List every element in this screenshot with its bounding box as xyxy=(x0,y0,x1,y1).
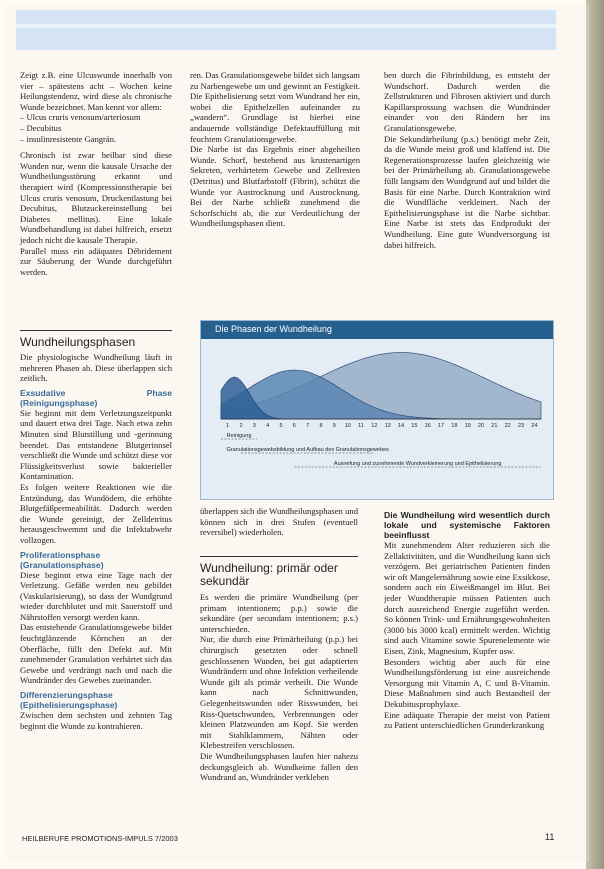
chronic-wound-block xyxy=(20,70,172,144)
x-tick-label: 5 xyxy=(279,423,283,429)
list-item: – insulinresistente Gangrän. xyxy=(20,133,117,144)
phase-title-proliferation: Proliferationsphase (Granulationsphase) xyxy=(20,549,104,570)
x-tick-label: 9 xyxy=(332,423,336,429)
x-tick-label: 4 xyxy=(266,423,270,429)
x-tick-label: 22 xyxy=(504,423,511,429)
paragraph: Das entstehende Granulationsgewebe bildet feuchtglänzende Körnchen an der Oberfläche, füllt den Defekt auf. Mit zunehmender Granulation verhärtet sich das Gewebe und verdrängt nach und nach die Wundränder des Gewebes zueinander. xyxy=(20,622,172,686)
column-3 xyxy=(384,70,550,310)
x-tick-label: 11 xyxy=(358,423,364,429)
phase-title-differentiation: Differenzierungsphase (Epithelisierungsphase) xyxy=(20,690,118,711)
paragraph: Die Narbe ist das Ergebnis einer abgeheilten Wunde. Schorf, bestehend aus krustenartigen Sekreten, verhärtetem Gewebe und Zellresten (Detritus) und Blutfarbstoff (Fibrin), schützt die Wunde vor Austrocknung und Austrocknung. Bei der Narbe schließt zunehmend die Schorfschicht ab, die zur Verdeutlichung der Wundheilungsphasen dient. xyxy=(190,144,360,229)
paragraph: Es werden die primäre Wundheilung (per primam intentionem; p.p.) sowie die sekundäre (per secundam intentionem; p.s.) unterschieden. xyxy=(200,592,358,634)
phase-annotation: Ausreifung und zunehmende Wundverkleinerung und Epithelisierung xyxy=(333,461,502,467)
paragraph: Nur, die durch eine Primärheilung (p.p.) bei chirurgisch gesetzten oder schnell geschlossenen Wunden, bei gut adaptierten Wundrändern und ohne Infektion verheilende Wunde gilt als primär verheilt. Die Wunde kann nach Schnittwunden, Gelegenheitswunden oder Risswunden, bei Riss-Quetschwunden, Verbrennungen oder kleinen Platzwunden am Kopf. Sie werden mit Stahlklammern, Nähten oder Klebestreifen verschlossen. xyxy=(200,634,358,751)
section-title-healing: Wundheilung: primär oder sekundär xyxy=(200,561,338,588)
wound-phases-chart xyxy=(200,320,554,500)
list-item: – Decubitus xyxy=(20,122,62,133)
paragraph: Chronisch ist zwar heilbar sind diese Wunden nur, wenn die kausale Ursache der Wundheilungsstörung erkannt und therapiert wird (Kompressionstherapie bei Ulcus cruris venosum, Druckentlastung bei Decubitus, Blutzuckereinstellung bei Diabetes mellitus). Eine lokale Wundbehandlung ist dabei hilfreich, ersetzt jedoch nicht die kausale Therapie. xyxy=(20,150,172,245)
paragraph: Zeigt z.B. eine Ulcuswunde innerhalb von vier – spätestens acht – Wochen keine Heilungstendenz, wird diese als chronische Wunde bezeichnet. Man kennt vor allem: xyxy=(20,70,172,112)
x-tick-label: 7 xyxy=(306,423,310,429)
x-tick-label: 15 xyxy=(411,423,418,429)
paragraph: Die Sekundärheilung (p.s.) benötigt mehr Zeit, da die Wunde meist groß und klaffend ist. Die Regenerationsprozesse laufen gleichzeitig wie bei der Primärheilung ab. Granulationsgewebe füllt langsam den Wundgrund auf und bildet die Basis für eine Narbe. Durch Kontraktion wird die Wundfläche verkleinert. Nach der Epithelisierungsphase ist die Narbe sichtbar. Eine Narbe ist stets das Endprodukt der Wundheilung. Eine gute Wundversorgung ist dabei hilfreich. xyxy=(384,133,550,250)
x-tick-label: 16 xyxy=(424,423,431,429)
x-tick-label: 2 xyxy=(239,423,243,429)
x-tick-label: 20 xyxy=(477,423,485,429)
x-tick-label: 1 xyxy=(226,423,230,429)
section-intro: Die physiologische Wundheilung läuft in mehreren Phasen ab. Diese überlappen sich zeitlich. xyxy=(20,352,172,384)
x-tick-label: 8 xyxy=(319,423,323,429)
phase-annotation: Reinigung xyxy=(226,433,252,439)
paragraph: Zwischen dem sechsten und zehnten Tag beginnt die Wunde zu kontrahieren. xyxy=(20,710,172,731)
page-number: 11 xyxy=(545,832,555,842)
therapy-block xyxy=(20,150,172,277)
phase-annotation: Granulationsgewebsbildung und Aufbau des Granulationsgewebes xyxy=(226,447,389,453)
phase-title-exsudative: Exsudative Phase (Reinigungsphase) xyxy=(20,387,172,408)
factors-title: Die Wundheilung wird wesentlich durch lokale und systemische Faktoren beeinflusst xyxy=(384,510,550,540)
x-tick-label: 12 xyxy=(371,423,378,429)
paragraph: Diese beginnt etwa eine Tage nach der Verletzung. Gefäße werden neu gebildet (Vaskularisierung), so dass der Wundgrund wieder durchblutet und mit Sauerstoff und Nährstoffen versorgt werden kann. xyxy=(20,569,172,622)
header-bar xyxy=(16,10,556,50)
x-tick-label: 6 xyxy=(292,423,296,429)
x-tick-label: 19 xyxy=(464,423,471,429)
paragraph: ren. Das Granulationsgewebe bildet sich langsam zu Narbengewebe um und gewinnt an Festigkeit. Die Epithelisierung setzt vom Wundrand her ein, wobei die Epithelzellen aufeinander zu „wandern“. Grundlage ist hierbei eine andauernde vollständige Defektauffüllung mit feuchtem Granulationsgewebe. xyxy=(190,70,360,144)
x-tick-label: 17 xyxy=(437,423,445,429)
section-rule xyxy=(20,330,172,331)
paragraph: überlappen sich die Wundheilungsphasen und können sich in drei Stufen (eventuell reversibel) wiederholen. xyxy=(200,506,358,538)
x-tick-label: 18 xyxy=(451,423,458,429)
x-tick-label: 21 xyxy=(491,423,498,429)
x-tick-label: 3 xyxy=(252,423,256,429)
paragraph: Eine adäquate Therapie der meist von Patient zu Patient unterschiedlichen Grunderkrankung xyxy=(384,709,550,731)
paragraph: ben durch die Fibrinbildung, es entsteht der Wundschorf. Dadurch werden die Zellstrukturen und Fibrosen aktiviert und durch Kapillarsprossung wachsen die Wundränder einander von den Rändern her ins Granulationsgewebe. xyxy=(384,70,550,133)
healing-column xyxy=(200,592,358,828)
chart-title: Die Phasen der Wundheilung xyxy=(215,324,332,334)
paragraph: Die Wundheilungsphasen laufen hier nahezu deckungsgleich ab. Wundkeime fallen den Wundrand an, Wundränder verkleben xyxy=(200,750,358,783)
x-tick-label: 10 xyxy=(344,423,351,429)
x-tick-label: 14 xyxy=(397,423,405,429)
paragraph: Parallel muss ein adäquates Débridement zur Säuberung der Wunde durchgeführt werden. xyxy=(20,245,172,277)
paragraph: Besonders wichtig aber auch für eine Wundheilungsförderung ist eine ausreichende Versorgung mit Vitamin A, C und B-Vitamin. Diese Maßnahmen sind auch Bestandteil der Dekubitusprophylaxe. xyxy=(384,656,550,709)
chart-header xyxy=(201,321,553,339)
paragraph: Es folgen weitere Reaktionen wie die Entzündung, das Wundödem, die erhöhte Blutgefäßpermeabilität. Dadurch werden die Wunde gereinigt, der Zelldetritus herausgeschwemmt und die Infektabwehr vollzogen. xyxy=(20,481,172,545)
section-rule xyxy=(200,556,358,557)
x-tick-label: 23 xyxy=(517,423,525,429)
footer-text: HEILBERUFE PROMOTIONS-IMPULS 7/2003 xyxy=(22,834,178,843)
chart-plot xyxy=(201,341,553,499)
paragraph: Mit zunehmendem Alter reduzieren sich die Zellaktivitäten, und die Wundheilung kann sich verzögern. Bei geriatrischen Patienten finden wir oft Mangelernährung sowie eine Exsikkose, sondern auch ein Eiweißmangel im Blut. Bei jeder Wundtherapie müssen Patienten auch durch ausreichend Energie zugeführt werden. So können Trink- und Ernährungsgewohnheiten (3000 bis 3000 kcal) ermittelt werden. Wichtig sind auch Vitamine sowie Spurenelemente wie Eisen, Zink, Magnesium, Kupfer usw. xyxy=(384,540,550,656)
section-title-phases: Wundheilungsphasen xyxy=(20,335,136,349)
x-tick-label: 24 xyxy=(531,423,538,429)
factors-column xyxy=(384,506,550,828)
column-2 xyxy=(190,70,360,310)
column-2-lower xyxy=(200,506,358,538)
list-item: – Ulcus cruris venosum/arteriosum xyxy=(20,112,141,123)
paragraph: Sie beginnt mit dem Verletzungszeitpunkt und dauert etwa drei Tage. Nach etwa zehn Minuten sind Blutstillung und -gerinnung beendet. Das entstandene Blutgerinnsel verschließt die Wunde und schützt diese vor Flüssigkeitsverlust sowie bakterieller Kontamination. xyxy=(20,407,172,482)
column-1 xyxy=(20,70,172,283)
x-tick-label: 13 xyxy=(384,423,391,429)
phases-column xyxy=(20,352,172,731)
